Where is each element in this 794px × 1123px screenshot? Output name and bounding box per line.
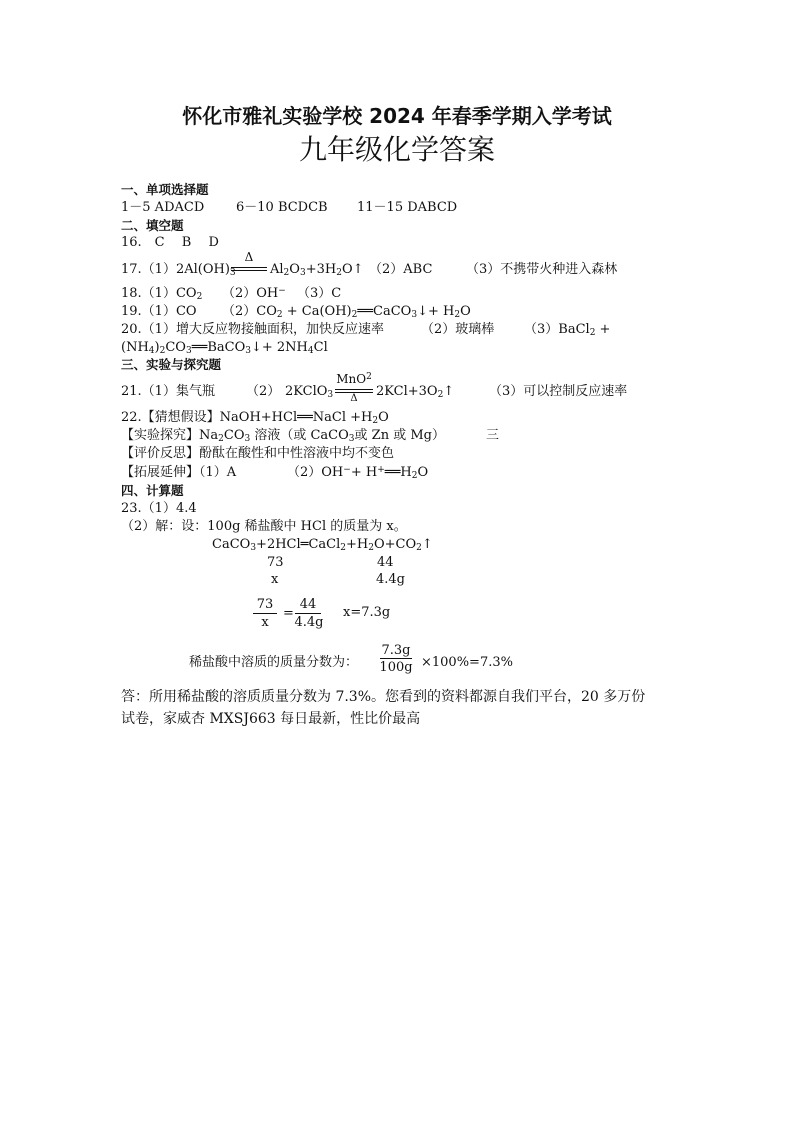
final-answer-line1: 答：所用稀盐酸的溶质质量分数为 7.3%。您看到的资料都源自我们平台，20 多万份 <box>121 689 646 705</box>
q20-part3: （3）BaCl$_2$ + <box>524 322 611 338</box>
q22-reflection: 【评价反思】酚酞在酸性和中性溶液中均不变色 <box>121 446 395 461</box>
answer-subtitle: 九年级化学答案 <box>298 133 495 166</box>
q22-exploration-answer: 三 <box>486 428 500 443</box>
q17-part2: （2）ABC <box>369 262 433 277</box>
q19-part2: $(2)CO_2$ + $Ca(OH)_2══CaCO_3↓+ H_2O$ <box>222 304 471 320</box>
section-1-heading: 一、单项选择题 <box>121 182 209 197</box>
q18-part2: （2）OH− <box>222 286 286 301</box>
hcl-molar-mass: 73 <box>267 555 284 570</box>
fraction1-numerator: 73 <box>256 597 274 612</box>
q11-15-answers: 11－15 DABCD <box>357 200 458 215</box>
q21-part3: （3）可以控制反应速率 <box>489 384 628 399</box>
percent-fraction-bar <box>380 658 412 659</box>
q21-reactant: 2KClO$_3$ <box>285 384 334 400</box>
percent-numerator: 7.3g <box>381 643 411 658</box>
q18-part3: （3）C <box>297 286 342 301</box>
section-4-heading: 四、计算题 <box>121 483 184 498</box>
fraction1-denominator: x <box>261 615 269 630</box>
q21-part2-label: （2） <box>246 384 281 399</box>
q22-extension-1: 【拓展延伸】（1）A <box>121 465 237 480</box>
mass-fraction-label: 稀盐酸中溶质的质量分数为： <box>189 655 359 670</box>
q20-part1: 20.（1）增大反应物接触面积，加快反应速率 <box>121 322 384 337</box>
q1-5-answers: 1－5 ADACD <box>121 200 205 215</box>
q23-part1: 23.（1）4.4 <box>121 501 197 516</box>
q21-products: $2KCl+3O_2↑$ <box>376 384 455 400</box>
q23-part2-setup: （2）解：设：100g 稀盐酸中 HCl 的质量为 x。 <box>121 519 407 534</box>
q22-hypothesis: 22.【猜想假设】NaOH+HCl══NaCl $+H_2O$ <box>121 410 389 426</box>
section-2-heading: 二、填空题 <box>121 218 184 233</box>
percent-result: ×100%=7.3% <box>421 655 513 670</box>
x-result: x=7.3g <box>343 605 391 620</box>
q22-extension-2: $(2)OH^-+ H^+══H_2O$ <box>287 465 429 481</box>
fraction2-denominator: 4.4g <box>294 615 324 630</box>
q19-part1: 19.（1）CO <box>121 304 197 319</box>
fraction2-bar <box>295 613 321 614</box>
q21-part1: 21.（1）集气瓶 <box>121 384 215 399</box>
q21-catalyst-condition: MnO$^2$ <box>336 372 372 386</box>
proportion-equals: = <box>283 606 294 621</box>
final-answer-line2: 试卷，家威杏 MXSJ663 每日最新，性比价最高 <box>121 711 421 727</box>
q21-heat-condition: Δ <box>350 393 358 404</box>
fraction2-numerator: 44 <box>299 597 317 612</box>
q16-answer: 16. C B D <box>121 235 219 250</box>
q23-equation: $CaCO_3+2HCl═CaCl_2+H_2O+CO_2↑$ <box>212 537 433 553</box>
q20-equation-continued: $(NH_4)_2CO_3══BaCO_3↓+ 2NH_4Cl$ <box>121 340 328 356</box>
fraction1-bar <box>253 613 277 614</box>
q20-part2: （2）玻璃棒 <box>421 322 495 337</box>
q17-reactant: $17.(1)2Al(OH)_3$ <box>121 262 236 278</box>
percent-denominator: 100g <box>379 660 413 675</box>
co2-mass: 4.4g <box>376 572 405 587</box>
co2-molar-mass: 44 <box>377 555 394 570</box>
q17-equals-sign <box>231 267 267 271</box>
q6-10-answers: 6－10 BCDCB <box>236 200 328 215</box>
q17-heat-condition: Δ <box>244 250 254 264</box>
q17-part3: （3）不携带火种进入森林 <box>466 262 618 277</box>
q18-part1: $18.(1)CO_2$ <box>121 286 203 302</box>
exam-title: 怀化市雅礼实验学校 2024 年春季学期入学考试 <box>182 104 612 128</box>
hcl-unknown: x <box>271 572 279 587</box>
section-3-heading: 三、实验与探究题 <box>121 357 222 372</box>
q22-exploration: 【实验探究】$Na_2CO_3$ 溶液（或 CaCO$_3$或 Zn 或 Mg） <box>121 428 445 444</box>
q17-products: $Al_2O_3+3H_2O↑$ <box>270 262 364 278</box>
